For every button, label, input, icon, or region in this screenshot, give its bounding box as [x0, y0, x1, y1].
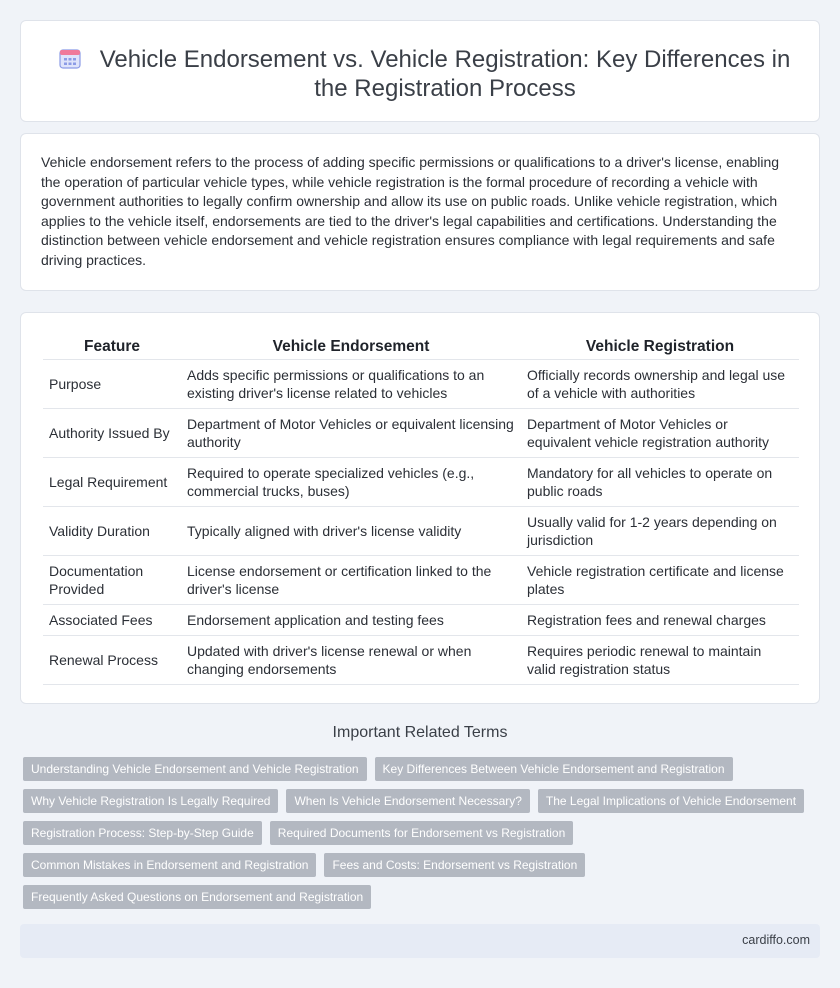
registration-cell: Officially records ownership and legal use of a vehicle with authorities — [521, 359, 799, 408]
endorsement-cell: License endorsement or certification linked to the driver's license — [181, 555, 521, 604]
related-term-tag[interactable]: Key Differences Between Vehicle Endorsement and Registration — [375, 757, 733, 781]
comparison-table — [43, 335, 799, 685]
tag-row — [23, 821, 823, 845]
registration-cell: Mandatory for all vehicles to operate on public roads — [521, 457, 799, 506]
tag-row — [23, 885, 823, 909]
tag-row — [23, 853, 823, 877]
table-row — [43, 635, 799, 684]
tag-row — [23, 789, 823, 813]
header-feature: Feature — [43, 335, 181, 359]
endorsement-cell: Required to operate specialized vehicles (e.g., commercial trucks, buses) — [181, 457, 521, 506]
feature-cell: Documentation Provided — [43, 555, 181, 604]
tag-row — [23, 757, 823, 781]
feature-cell: Renewal Process — [43, 635, 181, 684]
related-term-tag[interactable]: Understanding Vehicle Endorsement and Vehicle Registration — [23, 757, 367, 781]
registration-cell: Usually valid for 1-2 years depending on jurisdiction — [521, 506, 799, 555]
table-row — [43, 604, 799, 635]
related-term-tag[interactable]: Common Mistakes in Endorsement and Registration — [23, 853, 316, 877]
related-term-tag[interactable]: Why Vehicle Registration Is Legally Required — [23, 789, 278, 813]
endorsement-cell: Adds specific permissions or qualifications to an existing driver's license related to vehicles — [181, 359, 521, 408]
feature-cell: Validity Duration — [43, 506, 181, 555]
registration-cell: Registration fees and renewal charges — [521, 604, 799, 635]
footer — [20, 924, 820, 958]
header-registration: Vehicle Registration — [521, 335, 799, 359]
registration-cell: Vehicle registration certificate and license plates — [521, 555, 799, 604]
table-header-row — [43, 335, 799, 359]
title-wrap — [21, 21, 819, 121]
endorsement-cell: Department of Motor Vehicles or equivalent licensing authority — [181, 408, 521, 457]
footer-site-link[interactable]: cardiffo.com — [742, 933, 810, 947]
feature-cell: Purpose — [43, 359, 181, 408]
calendar-icon — [59, 47, 81, 69]
intro-card — [20, 133, 820, 291]
related-term-tag[interactable]: Frequently Asked Questions on Endorsement and Registration — [23, 885, 371, 909]
registration-cell: Requires periodic renewal to maintain valid registration status — [521, 635, 799, 684]
endorsement-cell: Typically aligned with driver's license validity — [181, 506, 521, 555]
table-row — [43, 408, 799, 457]
related-term-tag[interactable]: When Is Vehicle Endorsement Necessary? — [286, 789, 529, 813]
related-term-tag[interactable]: Required Documents for Endorsement vs Registration — [270, 821, 573, 845]
related-terms-heading: Important Related Terms — [332, 724, 508, 741]
related-term-tag[interactable]: Registration Process: Step-by-Step Guide — [23, 821, 262, 845]
header-endorsement: Vehicle Endorsement — [181, 335, 521, 359]
table-row — [43, 457, 799, 506]
table-row — [43, 359, 799, 408]
title-card — [20, 20, 820, 122]
registration-cell: Department of Motor Vehicles or equivalent vehicle registration authority — [521, 408, 799, 457]
feature-cell: Associated Fees — [43, 604, 181, 635]
related-terms-list — [23, 757, 823, 917]
related-term-tag[interactable]: Fees and Costs: Endorsement vs Registration — [324, 853, 585, 877]
feature-cell: Legal Requirement — [43, 457, 181, 506]
page-title: Vehicle Endorsement vs. Vehicle Registration: Key Differences in the Registration Process — [99, 46, 791, 102]
related-term-tag[interactable]: The Legal Implications of Vehicle Endorsement — [538, 789, 804, 813]
table-row — [43, 506, 799, 555]
table-row — [43, 555, 799, 604]
intro-paragraph: Vehicle endorsement refers to the process of adding specific permissions or qualifications to a driver's license, enabling the operation of particular vehicle types, while vehicle registration is the formal procedure of recording a vehicle with government authorities to legally confirm ownership and allow its use on public roads. Unlike vehicle registration, which applies to the vehicle itself, endorsements are tied to the driver's legal capabilities and certifications. Understanding the distinction between vehicle endorsement and vehicle registration ensures compliance with legal requirements and safe driving practices. — [41, 154, 780, 268]
comparison-card — [20, 312, 820, 704]
endorsement-cell: Updated with driver's license renewal or when changing endorsements — [181, 635, 521, 684]
endorsement-cell: Endorsement application and testing fees — [181, 604, 521, 635]
feature-cell: Authority Issued By — [43, 408, 181, 457]
